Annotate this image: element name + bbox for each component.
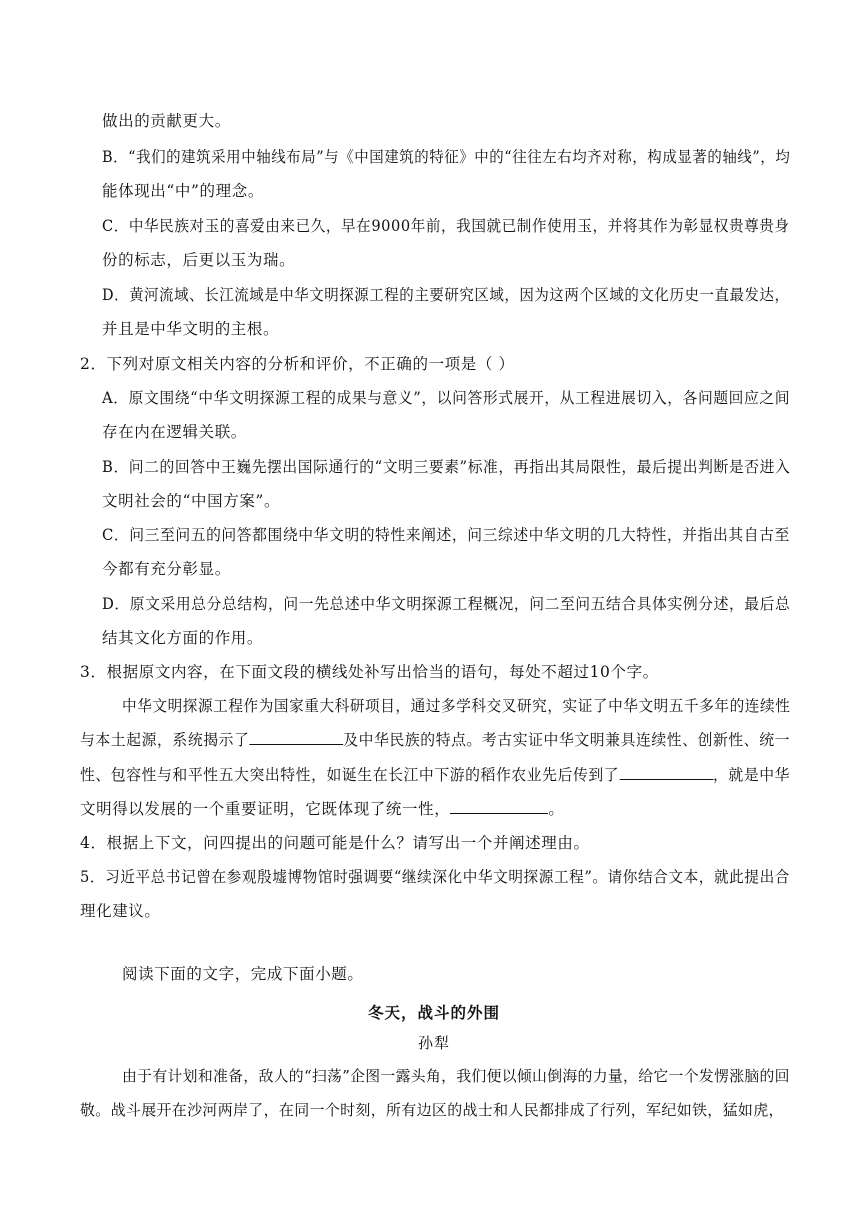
passage-line1: 由于有计划和准备，敌人的“扫荡”企图一露头角，我们便以倾山倒海的力量，给它一个发愣涨脑的回 bbox=[122, 1067, 790, 1085]
q3-passage-line4-start: 文明得以发展的一个重要证明，它既体现了统一性， bbox=[80, 800, 451, 818]
q3-passage-line2-end: 及中华民族的特点。考古实证中华文明兼具连续性、创新性、统一 bbox=[343, 731, 791, 749]
q2-option-d-line2: 结其文化方面的作用。 bbox=[102, 629, 264, 647]
q3-passage-line3-start: 性、包容性与和平性五大突出特性，如诞生在长江中下游的稻作农业先后传到了 bbox=[80, 766, 620, 784]
q3-passage-line4-end: 。 bbox=[548, 800, 565, 818]
q1-option-d-line1: D．黄河流域、长江流域是中华文明探源工程的主要研究区域，因为这两个区域的文化历史一直最发达， bbox=[102, 286, 790, 304]
q2-stem: 2．下列对原文相关内容的分析和评价，不正确的一项是（ ） bbox=[80, 355, 515, 373]
q1-option-a-tail: 做出的贡献更大。 bbox=[102, 112, 231, 130]
q3-stem: 3．根据原文内容，在下面文段的横线处补写出恰当的语句，每处不超过10个字。 bbox=[80, 663, 659, 681]
q5-stem-line1: 5．习近平总书记曾在参观殷墟博物馆时强调要“继续深化中华文明探源工程”。请你结合文本，就此提出合 bbox=[80, 868, 790, 886]
answer-blank-3[interactable] bbox=[450, 799, 548, 814]
q1-option-d-line2: 并且是中华文明的主根。 bbox=[102, 320, 280, 338]
q1-option-b-line2: 能体现出“中”的理念。 bbox=[102, 182, 264, 200]
passage-line2: 敬。战斗展开在沙河两岸了，在同一个时刻，所有边区的战士和人民都排成了行列，军纪如铁，猛如虎， bbox=[80, 1101, 784, 1119]
q2-option-a-line2: 存在内在逻辑关联。 bbox=[102, 423, 247, 441]
q2-option-c-line2: 今都有充分彰显。 bbox=[102, 560, 231, 578]
q3-passage-line3-end: ，就是中华 bbox=[713, 766, 791, 784]
q3-passage-line3 bbox=[80, 765, 790, 785]
q1-option-c-line1: C．中华民族对玉的喜爱由来已久，早在9000年前，我国就已制作使用玉，并将其作为彰显权贵尊贵身 bbox=[102, 217, 790, 235]
q3-passage-line2-start: 与本土起源，系统揭示了 bbox=[80, 731, 250, 749]
q3-passage-line1: 中华文明探源工程作为国家重大科研项目，通过多学科交叉研究，实证了中华文明五千多年的连续性 bbox=[122, 697, 791, 715]
q5-stem-line2: 理化建议。 bbox=[80, 902, 161, 920]
q3-passage-line4 bbox=[80, 799, 564, 819]
q2-option-b-line2: 文明社会的“中国方案”。 bbox=[102, 492, 281, 510]
reading-instruction: 阅读下面的文字，完成下面小题。 bbox=[122, 965, 364, 983]
q2-option-d-line1: D．原文采用总分总结构，问一先总述中华文明探源工程概况，问二至问五结合具体实例分述，最后总 bbox=[102, 595, 791, 613]
q4-stem: 4．根据上下文，问四提出的问题可能是什么？请写出一个并阐述理由。 bbox=[80, 834, 590, 852]
q1-option-b-line1: B．“我们的建筑采用中轴线布局”与《中国建筑的特征》中的“往往左右均齐对称，构成显著的轴线”，均 bbox=[102, 148, 791, 166]
passage-title: 冬天，战斗的外围 bbox=[367, 1003, 500, 1022]
answer-blank-2[interactable] bbox=[619, 765, 713, 780]
q2-option-a-line1: A．原文围绕“中华文明探源工程的成果与意义”，以问答形式展开，从工程进展切入，各问题回应之间 bbox=[102, 389, 791, 407]
q3-passage-line2 bbox=[80, 730, 790, 750]
q1-option-c-line2: 份的标志，后更以玉为瑞。 bbox=[102, 251, 296, 269]
q2-option-c-line1: C．问三至问五的问答都围绕中华文明的特性来阐述，问三综述中华文明的几大特性，并指出其自古至 bbox=[102, 526, 790, 544]
answer-blank-1[interactable] bbox=[249, 730, 343, 745]
q2-option-b-line1: B．问二的回答中王巍先摆出国际通行的“文明三要素”标准，再指出其局限性，最后提出判断是否进入 bbox=[102, 458, 791, 476]
passage-author: 孙犁 bbox=[417, 1034, 450, 1052]
